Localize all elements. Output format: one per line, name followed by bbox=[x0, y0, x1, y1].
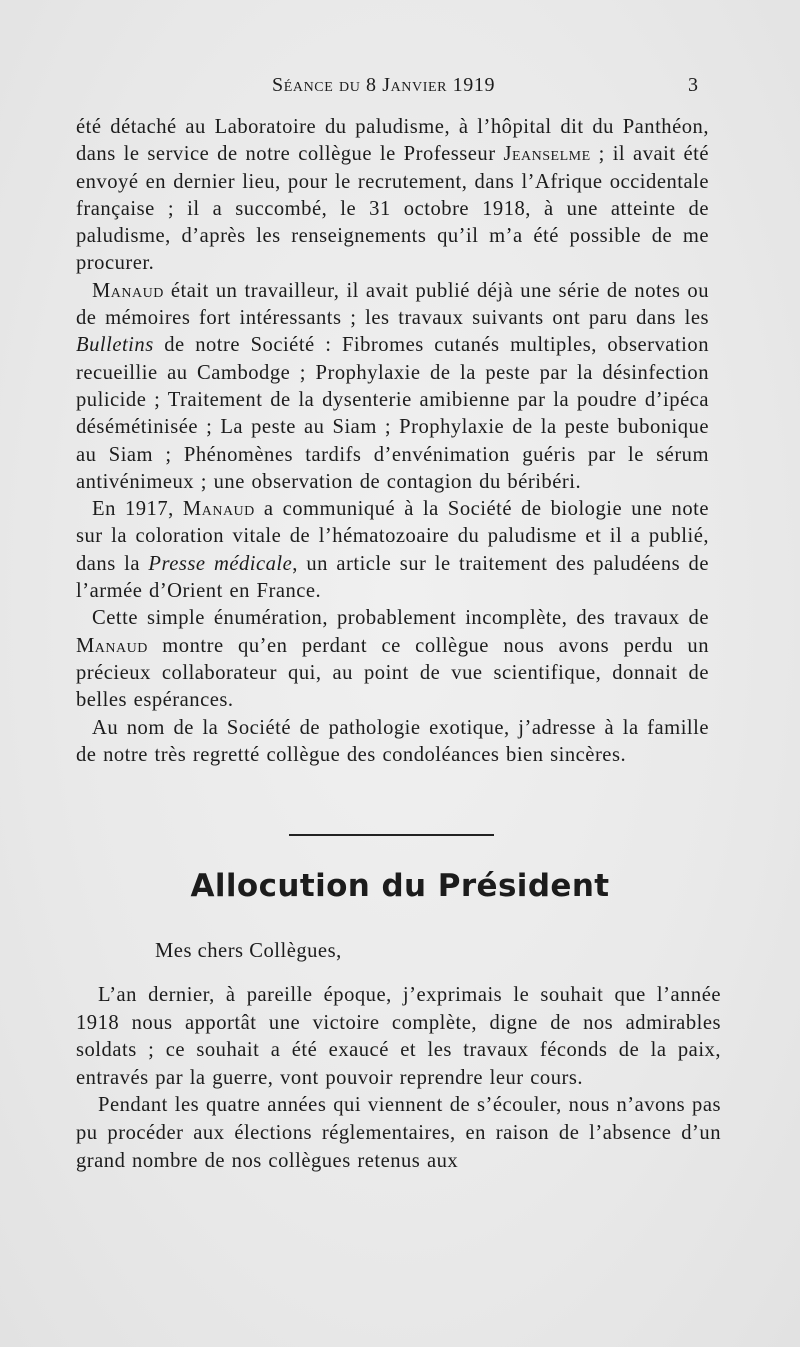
text-span: ; il avait été envoyé en dernier lieu, pour le recrutement, dans l’Afrique occidentale française ; il a succombé, le 31 octobre 1918, à une atteinte de paludisme, d’après les renseignements qu’il m’a été possible de me procurer. bbox=[76, 143, 709, 275]
text-span: de notre Société : Fibromes cutanés multiples, observation recueillie au Cambodge ; Prophylaxie de la peste par la désinfection pulicide ; Traitement de la dysenterie amibienne par la poudre d’ipéca désémétinisée ; La peste au Siam ; Prophylaxie de la peste bubonique au Siam ; Phénomènes tardifs d’envénimation guéris par le sérum antivénimeux ; une observation de contagion du béribéri. bbox=[76, 334, 709, 493]
speech-paragraph-2: Pendant les quatre années qui viennent de s’écouler, nous n’avons pas pu procéder aux élections réglementaires, en raison de l’absence d’un grand nombre de nos collègues retenus aux bbox=[76, 1094, 721, 1172]
text-span: été détaché au Laboratoire du paludisme, à l’hôpital dit du Panthéon, dans le service de notre collègue le Professeur bbox=[76, 116, 709, 166]
page-header bbox=[0, 74, 800, 102]
author-name: Manaud bbox=[76, 634, 148, 657]
text-span: En 1917, bbox=[92, 498, 183, 521]
obituary-paragraph-5: Au nom de la Société de pathologie exotique, j’adresse à la famille de notre très regretté collègue des condoléances bien sincères. bbox=[76, 716, 709, 766]
obituary-paragraph-2 bbox=[76, 278, 709, 496]
author-name: Jeanselme bbox=[503, 143, 591, 166]
author-name: Manaud bbox=[182, 498, 255, 521]
obituary-paragraph-3 bbox=[76, 496, 709, 605]
obituary-paragraph-4 bbox=[76, 605, 709, 714]
text-span: montre qu’en perdant ce collègue nous avons perdu un précieux collaborateur qui, au point de vue scientifique, donnait de belles espérances. bbox=[76, 634, 709, 712]
running-title: Séance du 8 Janvier 1919 bbox=[272, 74, 496, 96]
text-span: a communiqué à la Société de biologie une note sur la coloration vitale de l’hématozoaire du paludisme et il a publié, dans la bbox=[76, 498, 709, 575]
author-name: Manaud bbox=[92, 279, 164, 302]
text-span: était un travailleur, il avait publié déjà une série de notes ou de mémoires fort intéressants ; les travaux suivants ont paru dans les bbox=[76, 279, 709, 330]
text-span: Cette simple énumération, probablement incomplète, des travaux de bbox=[92, 607, 709, 630]
section-divider bbox=[289, 834, 494, 836]
salutation: Mes chers Collègues, bbox=[155, 940, 342, 962]
speech-paragraph-1: L’an dernier, à pareille époque, j’exprimais le souhait que l’année 1918 nous apportât une victoire complète, digne de nos admirables soldats ; ce souhait a été exaucé et les travaux féconds de la paix, entravés par la guerre, vont pouvoir reprendre leur cours. bbox=[76, 984, 721, 1089]
page-number: 3 bbox=[688, 74, 698, 96]
publication-title: Presse médicale bbox=[148, 552, 293, 575]
speech-text bbox=[76, 982, 721, 1175]
publication-title: Bulletins bbox=[76, 334, 154, 357]
obituary-text bbox=[76, 114, 709, 769]
obituary-paragraph-1 bbox=[76, 114, 709, 278]
text-span: , un article sur le traitement des paludéens de l’armée d’Orient en France. bbox=[76, 552, 709, 603]
section-heading: Allocution du Président bbox=[190, 868, 610, 904]
